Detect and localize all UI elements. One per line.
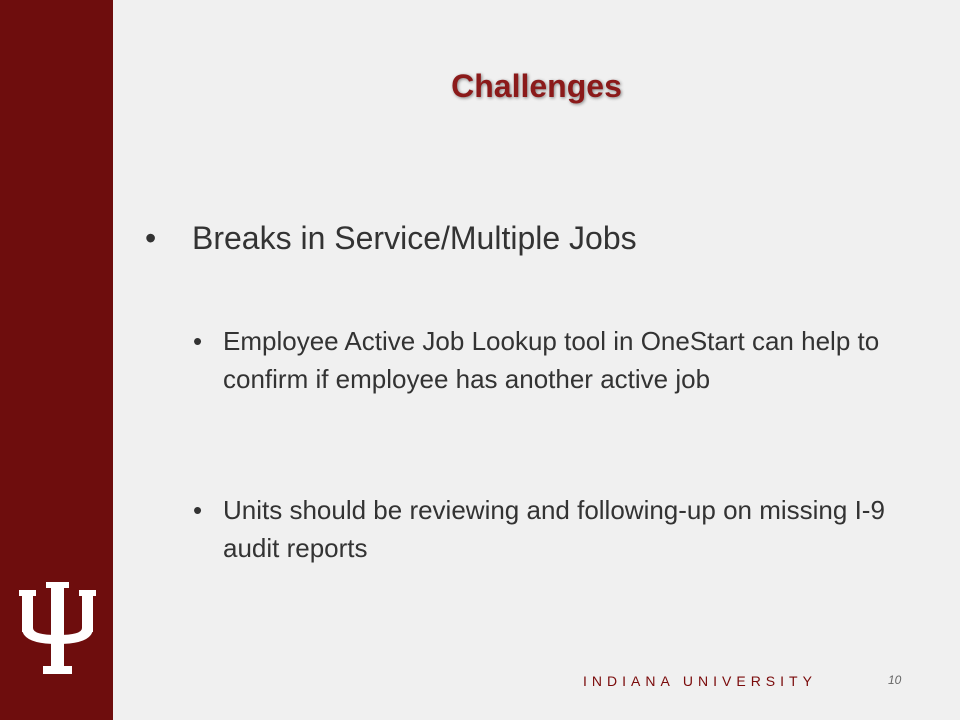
bullet-text: Breaks in Service/Multiple Jobs	[192, 220, 637, 256]
footer-university-name: INDIANA UNIVERSITY	[583, 673, 817, 689]
bullet-symbol: •	[193, 326, 203, 356]
bullet-text: Units should be reviewing and following-up on missing I-9 audit reports	[223, 495, 885, 563]
bullet-text: Employee Active Job Lookup tool in OneStart can help to confirm if employee has another active job	[223, 326, 880, 394]
slide-title: Challenges	[451, 68, 622, 104]
page-number: 10	[888, 673, 902, 687]
iu-trident-logo-icon	[19, 582, 96, 677]
left-sidebar-band	[0, 0, 113, 720]
bullet-symbol: •	[193, 495, 203, 525]
bullet-symbol: •	[145, 220, 157, 256]
bullet-level2	[193, 491, 893, 567]
bullet-level2	[193, 322, 893, 398]
bullet-level1	[145, 220, 925, 257]
